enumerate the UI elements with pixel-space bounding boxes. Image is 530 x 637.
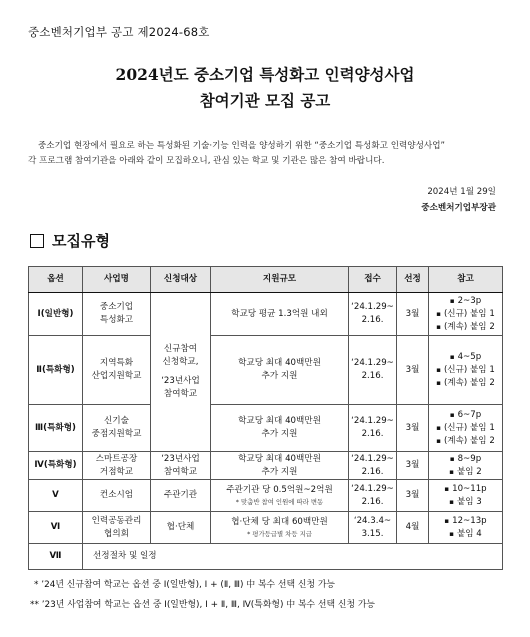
table-row [29, 336, 503, 405]
period-cell [349, 336, 397, 405]
selection-cell: 3월 [397, 405, 429, 452]
support-line: 추가 지원 [261, 429, 298, 439]
intro-line-1: 중소기업 현장에서 필요로 하는 특성화된 기술·기능 인력을 양성하기 위한 “중소기업 특성화고 인력양성사업” [38, 141, 445, 151]
reference-cell [429, 293, 503, 336]
reference-item: ▪ (신규) 붙임 1 [431, 422, 500, 435]
title-line-1: 2024년도 중소기업 특성화고 인력양성사업 [115, 65, 415, 84]
reference-item: ▪ (계속) 붙임 2 [431, 377, 500, 390]
period-line: 3.15. [361, 528, 384, 539]
support-line: 학교당 최대 40백만원 [238, 453, 321, 464]
support-cell [211, 512, 349, 544]
support-cell [211, 405, 349, 452]
program-cell [83, 293, 151, 336]
header-program: 사업명 [83, 267, 151, 293]
selection-cell: 4월 [397, 512, 429, 544]
reference-cell [429, 405, 503, 452]
shared-target-cell [151, 293, 211, 452]
period-line: 2.16. [361, 496, 384, 507]
option-cell: Ⅲ(특화형) [29, 405, 83, 452]
program-line: 거점학교 [99, 466, 134, 477]
program-line: 중소기업 [99, 302, 134, 312]
footnotes [30, 575, 510, 615]
support-line: 주관기관 당 0.5억원~2억원 [226, 485, 333, 495]
support-line: 학교당 평균 1.3억원 내외 [231, 308, 328, 319]
target-line: 신청학교, [162, 357, 199, 367]
option-cell: Ⅶ [29, 544, 83, 570]
selection-cell: 3월 [397, 452, 429, 480]
support-line: 학교당 최대 40백만원 [238, 358, 321, 368]
reference-item: ▪ (신규) 붙임 1 [431, 308, 500, 321]
period-cell [349, 293, 397, 336]
period-line: ‘24.1.29~ [351, 358, 394, 368]
target-line: 협·단체 [166, 522, 195, 532]
program-line: 특성화고 [99, 315, 134, 325]
selection-cell: 3월 [397, 480, 429, 512]
header-selection: 선정 [397, 267, 429, 293]
table-row [29, 512, 503, 544]
reference-cell [429, 452, 503, 480]
reference-item: ▪ (신규) 붙임 1 [431, 364, 500, 377]
reference-item: ▪ 10~11p [431, 483, 500, 496]
target-line: 신규참여 [163, 344, 198, 354]
program-cell [83, 336, 151, 405]
period-line: ‘24.1.29~ [351, 416, 394, 426]
program-line: 산업지원학교 [91, 371, 142, 381]
header-period: 접수 [349, 267, 397, 293]
program-line: 중점지원학교 [91, 429, 142, 439]
program-line: 컨소시엄 [99, 490, 134, 500]
support-line: 추가 지원 [261, 466, 298, 477]
period-line: 2.16. [361, 466, 384, 477]
reference-item: ▪ 붙임 2 [431, 466, 500, 479]
reference-item: ▪ 2~3p [431, 295, 500, 308]
program-line: 인력공동관리 [91, 515, 142, 526]
section-heading-text: 모집유형 [52, 232, 110, 250]
period-line: ‘24.1.29~ [351, 483, 394, 494]
period-line: ‘24.1.29~ [351, 302, 394, 312]
selection-cell: 3월 [397, 293, 429, 336]
recruitment-table [28, 266, 503, 570]
table-header-row [29, 267, 503, 293]
option-cell: Ⅵ [29, 512, 83, 544]
support-cell [211, 480, 349, 512]
target-line: 참여학교 [163, 466, 198, 477]
footnote-1: * ’24년 신규참여 학교는 옵션 중 Ⅰ(일반형), Ⅰ + (Ⅱ, Ⅲ) 中 복수 선택 신청 가능 [34, 580, 336, 590]
section-heading [30, 230, 110, 251]
program-line: 스마트공장 [95, 453, 138, 464]
announcement-title [0, 62, 530, 114]
support-line: 학교당 최대 40백만원 [238, 416, 321, 426]
reference-item: ▪ 6~7p [431, 409, 500, 422]
intro-paragraph [28, 139, 504, 169]
table-row [29, 544, 503, 570]
footnote-2: ** ’23년 사업참여 학교는 옵션 중 Ⅰ(일반형), Ⅰ + Ⅱ, Ⅲ, Ⅳ(특화형) 中 복수 선택 신청 가능 [30, 600, 375, 610]
announcement-date: 2024년 1월 29일 [427, 187, 496, 197]
reference-item: ▪ 붙임 4 [431, 528, 500, 541]
program-cell [83, 480, 151, 512]
program-cell [83, 452, 151, 480]
reference-cell [429, 480, 503, 512]
target-line: ‘23년사업 [161, 453, 200, 464]
program-line: 협의회 [104, 528, 129, 539]
selection-cell: 3월 [397, 336, 429, 405]
support-line: 추가 지원 [261, 371, 298, 381]
target-cell [151, 452, 211, 480]
option-cell: Ⅴ [29, 480, 83, 512]
period-cell [349, 480, 397, 512]
reference-item: ▪ 붙임 3 [431, 496, 500, 509]
table-row [29, 405, 503, 452]
reference-item: ▪ (계속) 붙임 2 [431, 321, 500, 334]
schedule-cell: 선정절차 및 일정 [83, 544, 503, 570]
support-cell [211, 293, 349, 336]
support-cell [211, 336, 349, 405]
support-cell [211, 452, 349, 480]
period-cell [349, 512, 397, 544]
header-reference: 참고 [429, 267, 503, 293]
option-cell: Ⅱ(특화형) [29, 336, 83, 405]
program-line: 지역특화 [99, 358, 134, 368]
table-row [29, 293, 503, 336]
intro-line-2: 각 프로그램 참여기관을 아래와 같이 모집하오니, 관심 있는 학교 및 기관은 많은 참여 바랍니다. [28, 156, 385, 166]
support-note: * 맞춤반 참여 인원에 따라 변동 [235, 498, 324, 506]
header-target: 신청대상 [151, 267, 211, 293]
period-line: 2.16. [361, 429, 384, 439]
period-line: 2.16. [361, 371, 384, 381]
reference-cell [429, 336, 503, 405]
target-cell [151, 512, 211, 544]
program-cell [83, 405, 151, 452]
period-cell [349, 452, 397, 480]
target-line: 참여학교 [163, 389, 198, 399]
title-line-2: 참여기관 모집 공고 [199, 91, 331, 110]
reference-item: ▪ 4~5p [431, 351, 500, 364]
program-line: 신기술 [104, 416, 129, 426]
program-cell [83, 512, 151, 544]
period-line: 2.16. [361, 315, 384, 325]
reference-item: ▪ 8~9p [431, 453, 500, 466]
target-cell [151, 480, 211, 512]
reference-item: ▪ 12~13p [431, 515, 500, 528]
option-cell: Ⅳ(특화형) [29, 452, 83, 480]
header-support: 지원규모 [211, 267, 349, 293]
option-cell: Ⅰ(일반형) [29, 293, 83, 336]
target-line: 주관기관 [163, 490, 198, 500]
reference-cell [429, 512, 503, 544]
checkbox-icon [30, 234, 44, 248]
period-line: ‘24.1.29~ [351, 453, 394, 464]
table-row [29, 452, 503, 480]
table-row [29, 480, 503, 512]
support-line: 협·단체 당 최대 60백만원 [231, 517, 328, 527]
support-note: * 평가등급별 차등 지급 [247, 530, 312, 538]
header-option: 옵션 [29, 267, 83, 293]
reference-item: ▪ (계속) 붙임 2 [431, 435, 500, 448]
period-cell [349, 405, 397, 452]
period-line: ‘24.3.4~ [353, 515, 392, 526]
document-number: 중소벤처기업부 공고 제2024-68호 [28, 25, 210, 39]
issuer-name: 중소벤처기업부장관 [421, 203, 496, 213]
target-line: ‘23년사업 [161, 376, 200, 386]
